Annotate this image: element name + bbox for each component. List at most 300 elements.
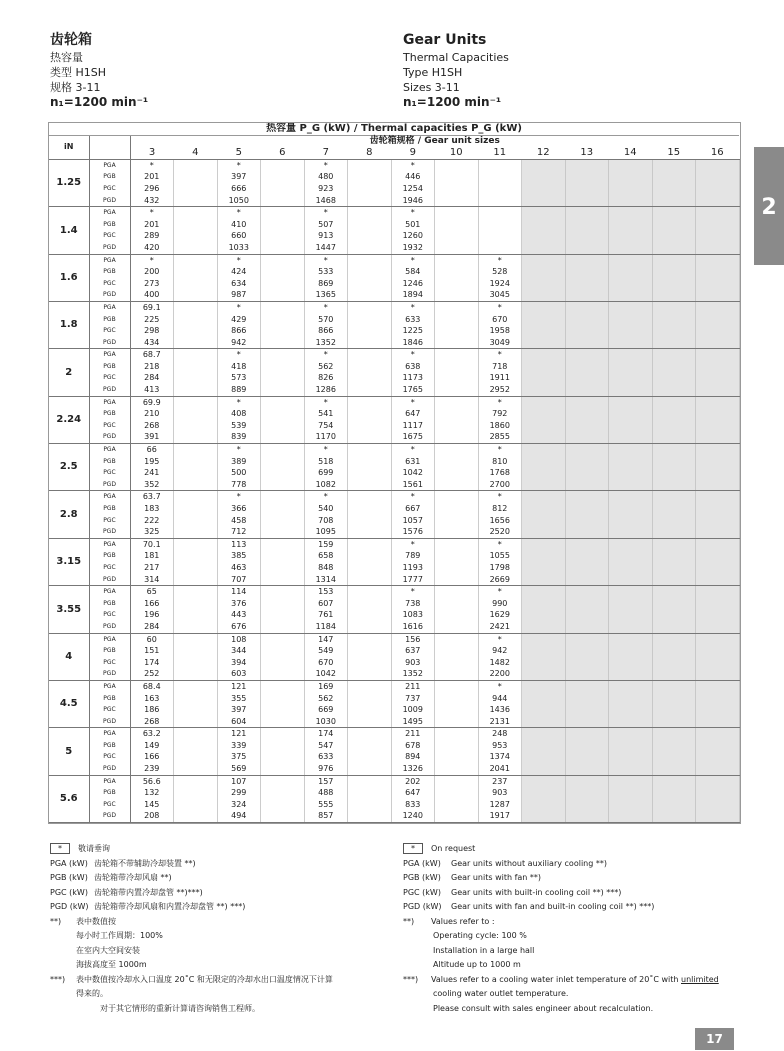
value-cell: 1917: [478, 810, 522, 822]
value-cell: [652, 621, 696, 633]
value-cell: [348, 645, 392, 657]
value-cell: 869: [304, 278, 348, 290]
value-cell: [696, 207, 740, 219]
value-cell: 1911: [478, 372, 522, 384]
value-cell: 1030: [304, 716, 348, 728]
value-cell: [261, 254, 305, 266]
value-cell: [348, 526, 392, 538]
value-cell: [261, 278, 305, 290]
ratio-cell: 2.24: [49, 396, 89, 443]
ratio-cell: 4: [49, 633, 89, 680]
value-cell: 446: [391, 171, 435, 183]
value-cell: [565, 775, 609, 787]
header-en: [403, 30, 509, 110]
value-cell: [348, 668, 392, 680]
value-cell: [261, 384, 305, 396]
power-label: PGC: [89, 420, 130, 432]
value-cell: [522, 763, 566, 775]
value-cell: [348, 408, 392, 420]
value-cell: [652, 444, 696, 456]
value-cell: [261, 538, 305, 550]
value-cell: [174, 693, 218, 705]
value-cell: 923: [304, 183, 348, 195]
capacity-table: [49, 123, 740, 823]
ratio-cell: 2.5: [49, 444, 89, 491]
size-header: 11: [478, 147, 522, 159]
value-cell: 1240: [391, 810, 435, 822]
value-cell: *: [391, 538, 435, 550]
value-cell: [565, 301, 609, 313]
value-cell: 1042: [304, 668, 348, 680]
value-cell: [348, 479, 392, 491]
value-cell: [652, 645, 696, 657]
size-header: 12: [522, 147, 566, 159]
sizes-label: 齿轮箱规格 / Gear unit sizes: [369, 135, 500, 146]
value-cell: 3045: [478, 289, 522, 301]
value-cell: 942: [478, 645, 522, 657]
value-cell: [565, 550, 609, 562]
value-cell: *: [217, 207, 261, 219]
value-cell: [435, 289, 479, 301]
value-cell: 1184: [304, 621, 348, 633]
value-cell: 647: [391, 787, 435, 799]
value-cell: *: [391, 349, 435, 361]
value-cell: [174, 526, 218, 538]
value-cell: [565, 431, 609, 443]
value-cell: [435, 219, 479, 231]
value-cell: 149: [130, 740, 174, 752]
value-cell: [652, 693, 696, 705]
value-cell: 839: [217, 431, 261, 443]
value-cell: 913: [304, 230, 348, 242]
value-cell: [522, 361, 566, 373]
size-header: 3: [130, 147, 174, 159]
value-cell: [609, 526, 653, 538]
value-cell: 273: [130, 278, 174, 290]
value-cell: [522, 207, 566, 219]
value-cell: [565, 657, 609, 669]
value-cell: [652, 456, 696, 468]
table-row: [49, 503, 739, 515]
value-cell: 113: [217, 538, 261, 550]
value-cell: 676: [217, 621, 261, 633]
value-cell: 1495: [391, 716, 435, 728]
value-cell: [522, 538, 566, 550]
value-cell: *: [217, 254, 261, 266]
value-cell: *: [130, 207, 174, 219]
value-cell: 1447: [304, 242, 348, 254]
power-label: PGD: [89, 384, 130, 396]
value-cell: *: [478, 491, 522, 503]
value-cell: 248: [478, 728, 522, 740]
dstar-text-cn: 表中数值按: [76, 916, 116, 926]
value-cell: 314: [130, 574, 174, 586]
value-cell: [565, 491, 609, 503]
table-row: [49, 740, 739, 752]
value-cell: [609, 562, 653, 574]
ratio-cell: 4.5: [49, 680, 89, 727]
value-cell: *: [478, 586, 522, 598]
value-cell: [435, 207, 479, 219]
value-cell: 385: [217, 550, 261, 562]
value-cell: *: [478, 680, 522, 692]
value-cell: [565, 325, 609, 337]
pgb-label-en: PGB (kW): [403, 873, 441, 882]
power-label: PGA: [89, 586, 130, 598]
value-cell: 634: [217, 278, 261, 290]
power-label: PGB: [89, 266, 130, 278]
value-cell: *: [478, 349, 522, 361]
value-cell: [522, 431, 566, 443]
speed-en: n₁=1200 min⁻¹: [403, 95, 502, 109]
value-cell: 237: [478, 775, 522, 787]
value-cell: [261, 574, 305, 586]
value-cell: [609, 467, 653, 479]
power-label: PGC: [89, 751, 130, 763]
value-cell: 174: [304, 728, 348, 740]
value-cell: [696, 598, 740, 610]
ratio-cell: 3.15: [49, 538, 89, 585]
value-cell: [522, 467, 566, 479]
value-cell: 65: [130, 586, 174, 598]
pgc-text-cn: 齿轮箱带内置冷却盘管 **)***): [94, 887, 203, 897]
value-cell: [609, 728, 653, 740]
value-cell: 480: [304, 171, 348, 183]
value-cell: [174, 515, 218, 527]
value-cell: 810: [478, 456, 522, 468]
value-cell: 389: [217, 456, 261, 468]
value-cell: *: [217, 349, 261, 361]
power-label: PGD: [89, 431, 130, 443]
pga-label-cn: PGA (kW): [50, 858, 88, 868]
value-cell: 738: [391, 598, 435, 610]
table-row: [49, 254, 739, 266]
value-cell: 2421: [478, 621, 522, 633]
value-cell: [348, 633, 392, 645]
ratio-cell: 1.6: [49, 254, 89, 301]
size-header: 14: [609, 147, 653, 159]
value-cell: [565, 609, 609, 621]
pga-text-cn: 齿轮箱不带辅助冷却装置 **): [94, 858, 196, 868]
value-cell: [435, 230, 479, 242]
power-label: PGB: [89, 740, 130, 752]
value-cell: [696, 479, 740, 491]
value-cell: [696, 396, 740, 408]
value-cell: 344: [217, 645, 261, 657]
value-cell: [696, 289, 740, 301]
value-cell: *: [478, 301, 522, 313]
value-cell: [696, 775, 740, 787]
value-cell: [652, 278, 696, 290]
table-row: [49, 266, 739, 278]
speed-cn: n₁=1200 min⁻¹: [50, 95, 149, 109]
value-cell: [348, 444, 392, 456]
value-cell: [565, 598, 609, 610]
value-cell: *: [391, 444, 435, 456]
value-cell: 1436: [478, 704, 522, 716]
value-cell: 708: [304, 515, 348, 527]
value-cell: [565, 787, 609, 799]
value-cell: [609, 763, 653, 775]
value-cell: [565, 159, 609, 171]
value-cell: 284: [130, 621, 174, 633]
value-cell: 2952: [478, 384, 522, 396]
value-cell: [696, 680, 740, 692]
value-cell: [435, 266, 479, 278]
value-cell: [652, 207, 696, 219]
table-row: [49, 609, 739, 621]
value-cell: [609, 337, 653, 349]
value-cell: [609, 621, 653, 633]
value-cell: [435, 515, 479, 527]
value-cell: [696, 195, 740, 207]
pgb-label-cn: PGB (kW): [50, 873, 88, 882]
value-cell: [261, 408, 305, 420]
value-cell: 1170: [304, 431, 348, 443]
value-cell: [652, 467, 696, 479]
value-cell: 1576: [391, 526, 435, 538]
value-cell: [696, 491, 740, 503]
size-header: 5: [217, 147, 261, 159]
table-title: 热容量 P_G (kW) / Thermal capacities P_G (kW): [49, 123, 739, 135]
value-cell: [348, 314, 392, 326]
value-cell: [435, 431, 479, 443]
size-header: 8: [348, 147, 392, 159]
value-cell: 252: [130, 668, 174, 680]
value-cell: *: [391, 207, 435, 219]
value-cell: [435, 538, 479, 550]
ratio-cell: 2: [49, 349, 89, 396]
value-cell: 458: [217, 515, 261, 527]
value-cell: 151: [130, 645, 174, 657]
value-cell: [435, 645, 479, 657]
value-cell: [652, 657, 696, 669]
pgd-label-cn: PGD (kW): [50, 902, 89, 911]
value-cell: [261, 183, 305, 195]
value-cell: 174: [130, 657, 174, 669]
value-cell: [522, 680, 566, 692]
value-cell: 56.6: [130, 775, 174, 787]
value-cell: [522, 325, 566, 337]
value-cell: 1561: [391, 479, 435, 491]
value-cell: [261, 562, 305, 574]
value-cell: [652, 431, 696, 443]
value-cell: 990: [478, 598, 522, 610]
value-cell: [522, 704, 566, 716]
value-cell: 196: [130, 609, 174, 621]
value-cell: [652, 538, 696, 550]
value-cell: [261, 207, 305, 219]
tstar-underline-en: unlimited: [681, 974, 719, 984]
value-cell: [174, 467, 218, 479]
value-cell: [478, 219, 522, 231]
value-cell: [174, 799, 218, 811]
value-cell: [609, 716, 653, 728]
power-label: PGA: [89, 301, 130, 313]
value-cell: [348, 289, 392, 301]
value-cell: [174, 704, 218, 716]
value-cell: *: [304, 207, 348, 219]
value-cell: 604: [217, 716, 261, 728]
value-cell: [522, 693, 566, 705]
value-cell: [348, 349, 392, 361]
value-cell: 488: [304, 787, 348, 799]
value-cell: 2041: [478, 763, 522, 775]
value-cell: [435, 657, 479, 669]
value-cell: [348, 278, 392, 290]
value-cell: 528: [478, 266, 522, 278]
value-cell: [261, 704, 305, 716]
value-cell: [348, 219, 392, 231]
value-cell: [565, 372, 609, 384]
value-cell: [435, 278, 479, 290]
value-cell: 394: [217, 657, 261, 669]
value-cell: 147: [304, 633, 348, 645]
value-cell: [174, 420, 218, 432]
value-cell: [609, 740, 653, 752]
value-cell: [565, 586, 609, 598]
table-row: [49, 159, 739, 171]
value-cell: [652, 680, 696, 692]
value-cell: *: [130, 159, 174, 171]
value-cell: 239: [130, 763, 174, 775]
pga-text-en: Gear units without auxiliary cooling **): [451, 858, 607, 868]
value-cell: [652, 159, 696, 171]
value-cell: [174, 586, 218, 598]
value-cell: [435, 680, 479, 692]
value-cell: 1860: [478, 420, 522, 432]
value-cell: 217: [130, 562, 174, 574]
value-cell: [652, 787, 696, 799]
value-cell: 400: [130, 289, 174, 301]
value-cell: [696, 266, 740, 278]
value-cell: [435, 254, 479, 266]
value-cell: [696, 515, 740, 527]
value-cell: [435, 633, 479, 645]
value-cell: 153: [304, 586, 348, 598]
value-cell: [696, 763, 740, 775]
value-cell: 1924: [478, 278, 522, 290]
value-cell: 186: [130, 704, 174, 716]
value-cell: 298: [130, 325, 174, 337]
value-cell: [696, 657, 740, 669]
value-cell: [435, 716, 479, 728]
value-cell: 2520: [478, 526, 522, 538]
value-cell: [435, 384, 479, 396]
value-cell: [522, 716, 566, 728]
value-cell: [609, 254, 653, 266]
value-cell: [435, 491, 479, 503]
value-cell: 1050: [217, 195, 261, 207]
value-cell: [261, 289, 305, 301]
table-row: [49, 550, 739, 562]
value-cell: 225: [130, 314, 174, 326]
value-cell: 631: [391, 456, 435, 468]
value-cell: [261, 586, 305, 598]
power-label: PGD: [89, 763, 130, 775]
value-cell: 434: [130, 337, 174, 349]
value-cell: [652, 574, 696, 586]
value-cell: [609, 171, 653, 183]
ratio-cell: 3.55: [49, 586, 89, 633]
power-label: PGA: [89, 728, 130, 740]
value-cell: [565, 289, 609, 301]
value-cell: 1286: [304, 384, 348, 396]
value-cell: [174, 349, 218, 361]
table-row: [49, 301, 739, 313]
value-cell: 289: [130, 230, 174, 242]
value-cell: [696, 349, 740, 361]
tstar-text2-cn: 得来的。: [76, 989, 108, 998]
value-cell: 166: [130, 751, 174, 763]
table-row: [49, 526, 739, 538]
value-cell: 1482: [478, 657, 522, 669]
value-cell: [435, 787, 479, 799]
value-cell: 1033: [217, 242, 261, 254]
value-cell: [696, 467, 740, 479]
value-cell: [348, 266, 392, 278]
value-cell: [261, 325, 305, 337]
value-cell: [652, 586, 696, 598]
power-label: PGC: [89, 515, 130, 527]
value-cell: [652, 384, 696, 396]
value-cell: [261, 491, 305, 503]
value-cell: 208: [130, 810, 174, 822]
value-cell: [522, 219, 566, 231]
value-cell: [174, 775, 218, 787]
value-cell: [696, 693, 740, 705]
value-cell: [609, 444, 653, 456]
value-cell: [652, 219, 696, 231]
value-cell: [609, 456, 653, 468]
value-cell: [565, 503, 609, 515]
size-header: 6: [261, 147, 305, 159]
value-cell: [696, 503, 740, 515]
value-cell: 1932: [391, 242, 435, 254]
value-cell: [522, 586, 566, 598]
value-cell: [696, 431, 740, 443]
value-cell: 667: [391, 503, 435, 515]
value-cell: [261, 314, 305, 326]
value-cell: 1629: [478, 609, 522, 621]
value-cell: [696, 740, 740, 752]
power-label: PGA: [89, 207, 130, 219]
value-cell: 63.7: [130, 491, 174, 503]
value-cell: [261, 301, 305, 313]
value-cell: [348, 680, 392, 692]
value-cell: [261, 668, 305, 680]
value-cell: [609, 538, 653, 550]
value-cell: 324: [217, 799, 261, 811]
value-cell: [522, 609, 566, 621]
value-cell: [435, 763, 479, 775]
value-cell: [609, 515, 653, 527]
table-row: [49, 562, 739, 574]
value-cell: [478, 171, 522, 183]
value-cell: [565, 751, 609, 763]
ratio-header: iN: [49, 135, 89, 159]
value-cell: [174, 230, 218, 242]
value-cell: [435, 301, 479, 313]
value-cell: 889: [217, 384, 261, 396]
value-cell: [696, 384, 740, 396]
value-cell: [609, 479, 653, 491]
table-row: [49, 716, 739, 728]
value-cell: [348, 751, 392, 763]
power-label: PGA: [89, 396, 130, 408]
value-cell: [609, 219, 653, 231]
value-cell: [174, 384, 218, 396]
